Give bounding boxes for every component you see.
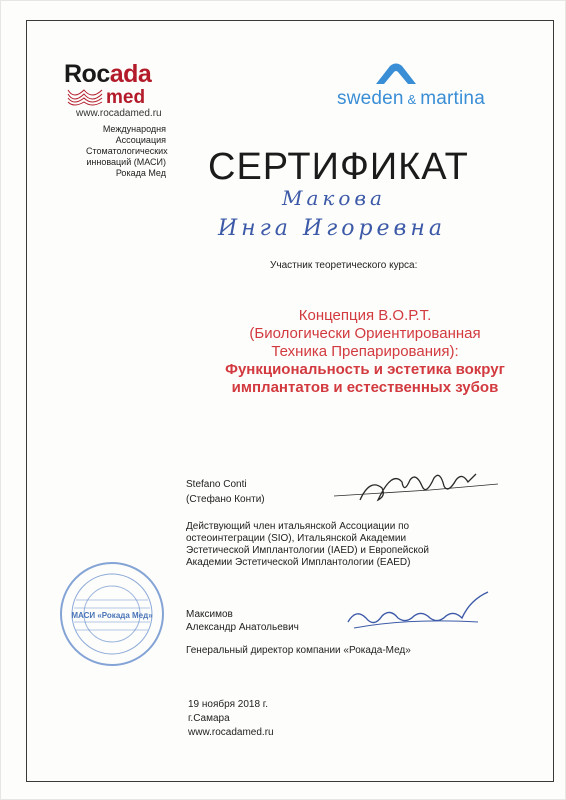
issue-city: г.Самара: [188, 713, 230, 724]
signature-conti: [330, 460, 500, 510]
svg-text:med: med: [106, 87, 146, 106]
rocada-med-wave-logo: [66, 86, 160, 106]
svg-text:МАСИ «Рокада Мед»: МАСИ «Рокада Мед»: [71, 611, 153, 620]
signatory1-description: Действующий член итальянской Ассоциации по остеоинтеграции (SIO), Итальянской Академии Эстетической Имплантологии (IAED) и Европейской Академии Эстетической Имплантологии (EAED): [186, 521, 429, 568]
participant-label: Участник теоретического курса:: [270, 260, 418, 271]
rocada-logo: Rocada: [64, 60, 152, 88]
footer-website: www.rocadamed.ru: [188, 727, 274, 738]
sweden-martina-logo-text: sweden & martina: [337, 88, 485, 109]
signatory1-name: Stefano Conti: [186, 479, 247, 490]
recipient-name: Инга Игоревна: [218, 216, 446, 241]
issue-date: 19 ноября 2018 г.: [188, 699, 268, 710]
sweden-martina-emblem: [370, 62, 422, 86]
signatory2-surname: Максимов: [186, 609, 233, 620]
recipient-surname: Макова: [282, 186, 386, 210]
signature-maksimov: [338, 588, 498, 640]
certificate-title: СЕРТИФИКАТ: [208, 146, 469, 188]
rocada-url: www.rocadamed.ru: [76, 108, 162, 119]
course-title: Концепция В.О.Р.Т. (Биологически Ориентированная Техника Препарирования): Функциональность и эстетика вокруг имплантатов и естественных зубов: [225, 307, 505, 396]
signatory1-name-ru: (Стефано Конти): [186, 494, 265, 505]
signatory2-name: Александр Анатольевич: [186, 622, 299, 633]
signatory2-position: Генеральный директор компании «Рокада-Мед»: [186, 645, 411, 656]
official-stamp: [58, 560, 166, 668]
association-name: Международня Ассоциация Стоматологических инноваций (МАСИ) Рокада Мед: [86, 124, 168, 178]
